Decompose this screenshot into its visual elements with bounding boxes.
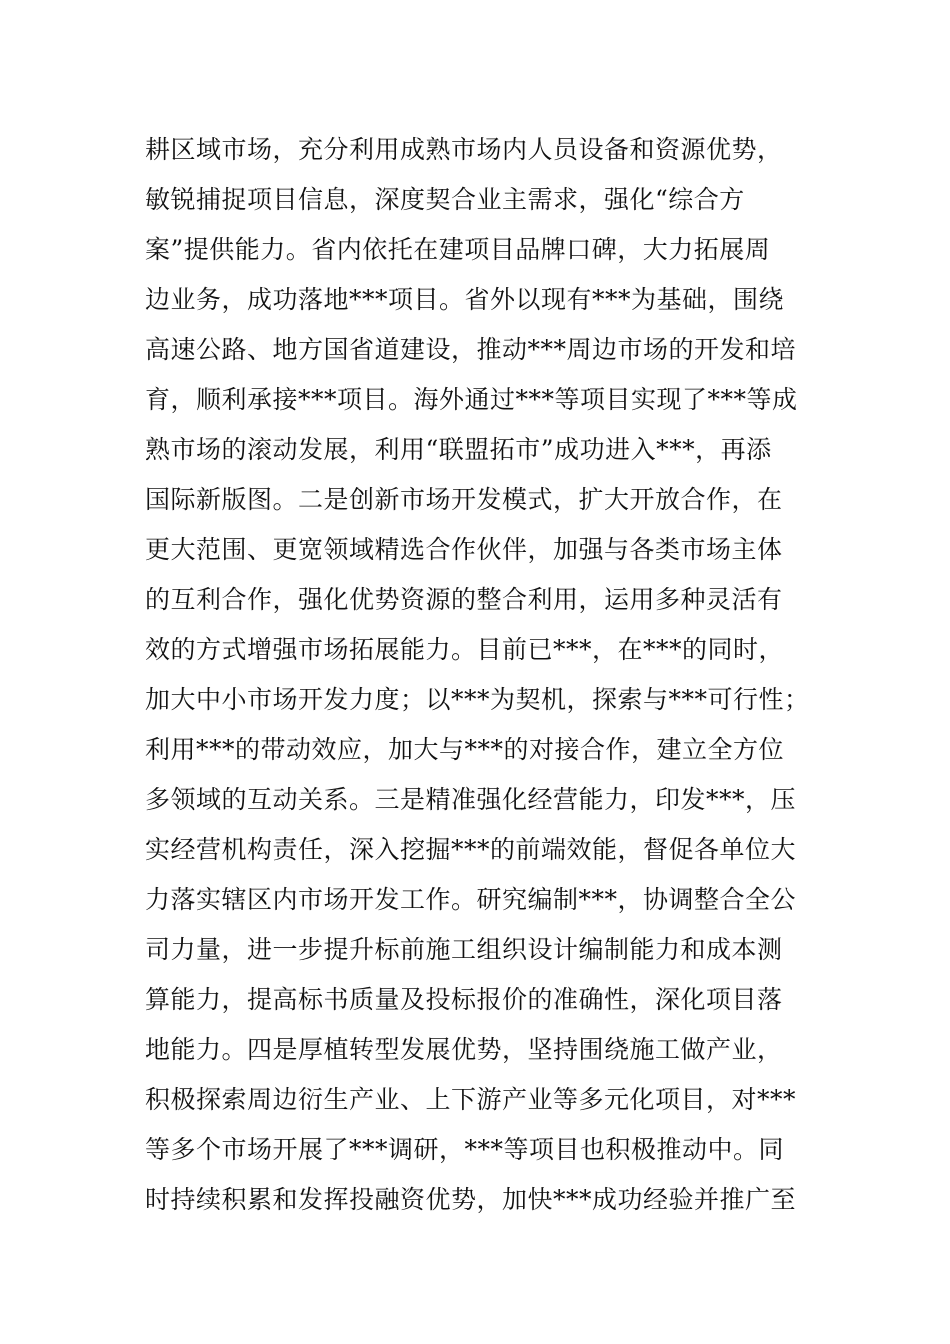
text-line: 熟市场的滚动发展，利用“联盟拓市”成功进入***，再添: [145, 435, 772, 464]
text-line: 边业务，成功落地***项目。省外以现有***为基础，围绕: [145, 285, 785, 314]
text-line: 案”提供能力。省内依托在建项目品牌口碑，大力拓展周: [145, 235, 771, 264]
text-line: 加大中小市场开发力度；以***为契机，探索与***可行性；: [145, 685, 810, 714]
text-line: 时持续积累和发挥投融资优势，加快***成功经验并推广至: [145, 1185, 797, 1214]
text-line: 司力量，进一步提升标前施工组织设计编制能力和成本测: [145, 935, 783, 964]
text-line: 等多个市场开展了***调研，***等项目也积极推动中。同: [145, 1135, 785, 1164]
text-line: 多领域的互动关系。三是精准强化经营能力，印发***，压: [145, 785, 797, 814]
text-line: 耕区域市场，充分利用成熟市场内人员设备和资源优势，: [145, 135, 783, 164]
text-line: 的互利合作，强化优势资源的整合利用，运用多种灵活有: [145, 585, 783, 614]
text-line: 实经营机构责任，深入挖掘***的前端效能，督促各单位大: [145, 835, 797, 864]
text-line: 效的方式增强市场拓展能力。目前已***，在***的同时，: [145, 635, 785, 664]
text-line: 高速公路、地方国省道建设，推动***周边市场的开发和培: [145, 335, 797, 364]
text-line: 利用***的带动效应，加大与***的对接合作，建立全方位: [145, 735, 785, 764]
text-line: 敏锐捕捉项目信息，深度契合业主需求，强化“综合方: [145, 185, 745, 214]
text-line: 积极探索周边衍生产业、上下游产业等多元化项目，对***: [145, 1085, 797, 1114]
text-line: 育，顺利承接***项目。海外通过***等项目实现了***等成: [145, 385, 798, 414]
text-line: 地能力。四是厚植转型发展优势，坚持围绕施工做产业，: [145, 1035, 783, 1064]
text-line: 力落实辖区内市场开发工作。研究编制***，协调整合全公: [145, 885, 797, 914]
text-line: 国际新版图。二是创新市场开发模式，扩大开放合作，在: [145, 485, 783, 514]
body-text: [145, 125, 935, 1225]
text-line: 更大范围、更宽领域精选合作伙伴，加强与各类市场主体: [145, 535, 783, 564]
text-line: 算能力，提高标书质量及投标报价的准确性，深化项目落: [145, 985, 783, 1014]
